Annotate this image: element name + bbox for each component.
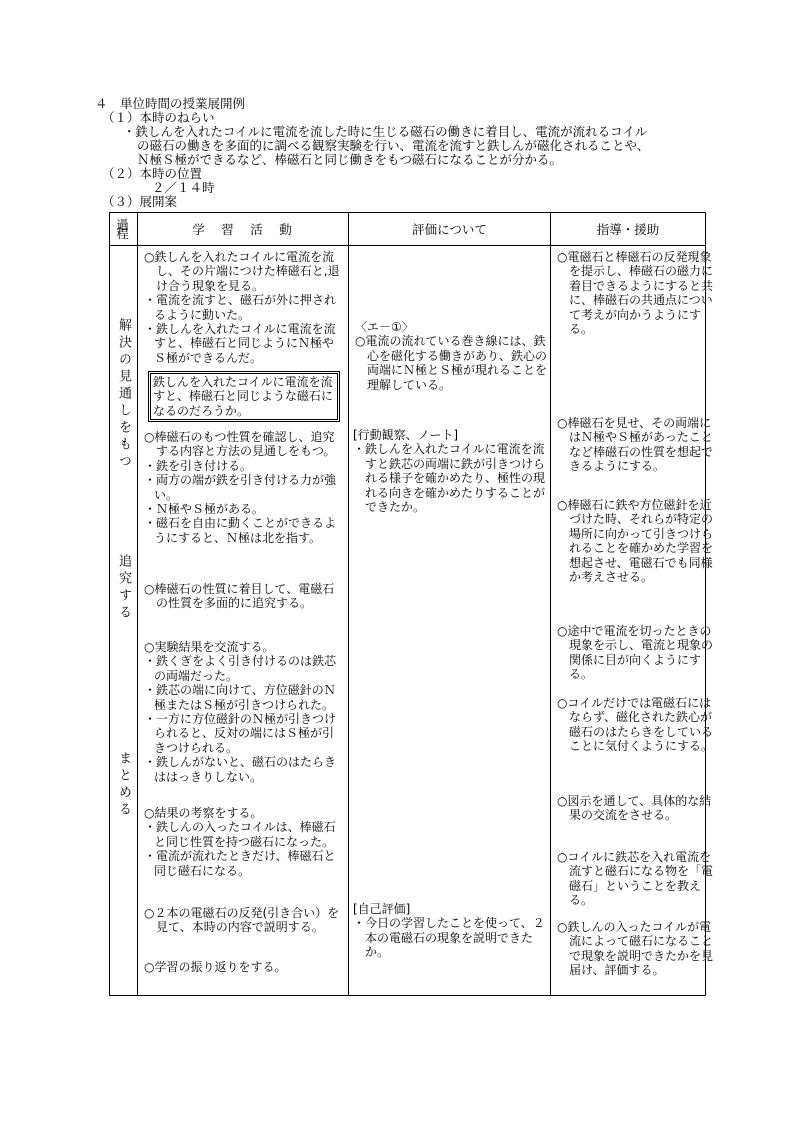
table-body-row (110, 246, 706, 996)
eval-tag: 〈エ－①〉 (355, 320, 414, 334)
aim-line-2: の磁石の働きを多面的に調べる観察実験を行い、電流を流すと鉄しんが磁化されることや、 (137, 138, 650, 153)
activity-item: ・一方に方位磁針のＮ極が引きつけられると、反対の端にはＳ極が引きつけられる。 (144, 712, 337, 755)
guide-item: ○コイルだけでは電磁石にはならず、磁化された鉄心が磁石のはたらきをしていることに気付くようにする。 (557, 696, 714, 754)
activity-item: ○鉄しんを入れたコイルに電流を流し、その片端につけた棒磁石と,退け合う現象を見る。 (144, 250, 340, 293)
activity-item: ・鉄くぎをよく引き付けるのは鉄芯の両端だった。 (144, 654, 337, 683)
activity-item: ○２本の電磁石の反発(引き合い）を見て、本時の内容で説明する。 (144, 906, 340, 935)
guide-item: ○電磁石と棒磁石の反発現象を提示し、棒磁石の磁力に着目できるようにすると共に、棒磁石の共通点について考えが向かうようにする。 (557, 250, 714, 337)
activity-block-1 (144, 250, 344, 365)
eval-text: ・今日の学習したことを使って、２本の電磁石の現象を説明できたか。 (353, 916, 545, 960)
lesson-question-box: 鉄しんを入れたコイルに電流を流すと、棒磁石と同じような磁石になるのだろうか。 (148, 371, 340, 422)
activity-item: ・Ｎ極やＳ極がある。 (144, 502, 265, 517)
eval-text: ○電流の流れている巻き線には、鉄心を磁化する働きがあり、鉄心の両端にＮ極とＳ極が現れることを理解している。 (355, 334, 548, 392)
eval-block-2 (353, 428, 547, 514)
aim-line-3: Ｎ極Ｓ極ができるなど、棒磁石と同じ働きをもつ磁石になることが分かる。 (137, 152, 563, 167)
position-value: ２／１４時 (152, 180, 215, 195)
section-title: ４ 単位時間の授業展開例 (95, 96, 246, 111)
guide-item: ○図示を通して、具体的な結果の交流をさせる。 (557, 794, 712, 823)
col-guide-header: 指導・援助 (551, 213, 706, 246)
eval-block-1 (355, 320, 547, 392)
eval-block-3 (353, 902, 547, 960)
activity-item: ・鉄芯の端に向けて、方位磁針のＮ極またはＳ極が引きつけられた。 (144, 683, 336, 712)
activity-cell (138, 246, 349, 996)
activity-block-4 (144, 640, 344, 784)
activity-block-6 (144, 906, 344, 935)
aim-heading: （１）本時のねらい (102, 110, 215, 125)
stage-label-1: 解決の見通しをもつ (116, 318, 131, 471)
eval-text: ・鉄しんを入れたコイルに電流を流すと鉄芯の両端に鉄が引きつけられる様子を確かめたり、極性の現れる向きを確かめたりすることができたか。 (353, 442, 546, 515)
activity-item: ・鉄しんがないと、磁石のはたらきははっきりしない。 (144, 755, 337, 784)
activity-item: ○実験結果を交流する。 (144, 640, 275, 654)
guide-item: ○棒磁石に鉄や方位磁針を近づけた時、それらが特定の場所に向かって引きつけられることを確かめた学習を想起させ、電磁石でも同様か考えさせる。 (557, 498, 714, 585)
activity-block-5 (144, 806, 344, 878)
lesson-plan-table (109, 212, 714, 996)
activity-block-2 (144, 430, 344, 545)
stage-label-3: まとめる (116, 751, 131, 819)
activity-item: ・両方の端が鉄を引き付ける力が強い。 (144, 473, 337, 502)
stage-cell (110, 246, 138, 996)
eval-tag: [行動観察、ノート] (353, 428, 459, 442)
col-eval-header: 評価について (349, 213, 551, 246)
activity-block-7 (144, 960, 344, 974)
activity-item: ○棒磁石のもつ性質を確認し、追究する内容と方法の見通しをもつ。 (144, 430, 336, 459)
guide-item: ○棒磁石を見せ、その両端にはＮ極やＳ極があったことなど棒磁石の性質を想起できるようにする。 (557, 416, 714, 474)
plan-heading: （３）展開案 (102, 194, 178, 209)
guide-item: ○鉄しんの入ったコイルが電流によって磁石になることで現象を説明できたかを見届け、評価する。 (557, 920, 714, 978)
evaluation-cell (349, 246, 551, 996)
guide-item: ○コイルに鉄芯を入れ電流を流すと磁石になる物を「電磁石」ということを教える。 (557, 850, 714, 908)
activity-item: ・鉄しんの入ったコイルは、棒磁石と同じ性質を持つ磁石になった。 (144, 820, 336, 849)
activity-block-3 (144, 582, 344, 611)
stage-label-2: 追究する (116, 554, 131, 622)
activity-item: ・電流が流れたときだけ、棒磁石と同じ磁石になる。 (144, 849, 336, 878)
aim-line-1: ・鉄しんを入れたコイルに電流を流した時に生じる磁石の働きに着目し、電流が流れるコイル (123, 124, 648, 139)
activity-item: ・磁石を自由に動くことができるようにすると、Ｎ極は北を指す。 (144, 516, 337, 545)
activity-item: ・電流を流すと、磁石が外に押されるように動いた。 (144, 293, 337, 322)
activity-item: ・鉄しんを入れたコイルに電流を流すと、棒磁石と同じようにＮ極やＳ極ができるんだ。 (144, 322, 336, 365)
guide-item: ○途中で電流を切ったときの現象を示し、電流と現象の関係に目が向くようにする。 (557, 624, 714, 682)
activity-item: ○学習の振り返りをする。 (144, 960, 287, 974)
col-stage-header: 過程 (110, 213, 138, 246)
position-heading: （２）本時の位置 (102, 166, 203, 181)
activity-item: ○結果の考察をする。 (144, 806, 263, 820)
table-header-row (110, 213, 706, 246)
eval-tag: [自己評価] (353, 902, 411, 916)
activity-item: ○棒磁石の性質に着目して、電磁石の性質を多面的に追究する。 (144, 582, 335, 611)
guidance-cell (551, 246, 714, 996)
activity-item: ・鉄を引き付ける。 (144, 458, 253, 473)
col-activity-header: 学 習 活 動 (138, 213, 349, 246)
